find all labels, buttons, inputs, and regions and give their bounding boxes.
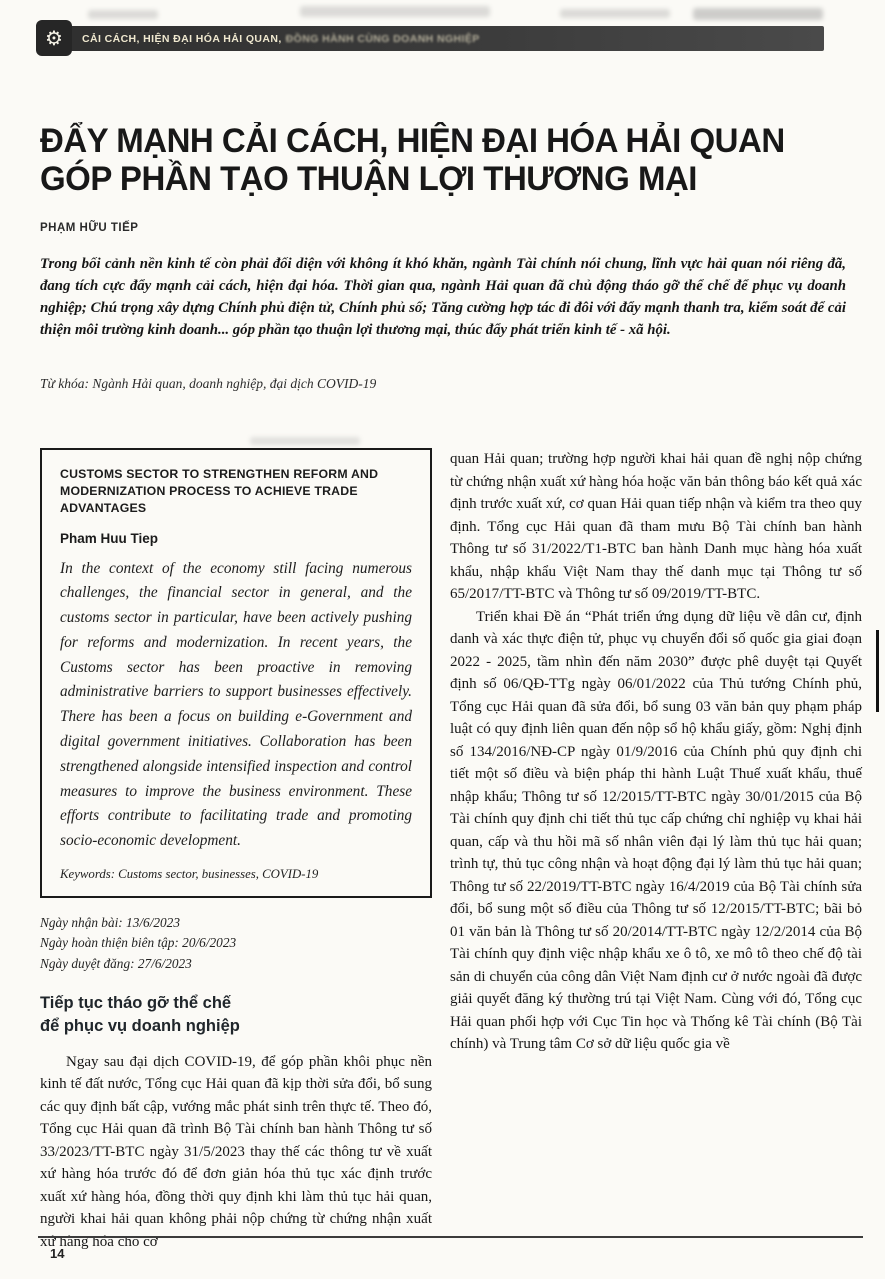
section-heading (40, 992, 432, 1038)
content-columns (40, 448, 862, 1253)
header-title-blurred: ĐỒNG HÀNH CÙNG DOANH NGHIỆP (285, 32, 480, 45)
author-name: PHẠM HỮU TIẾP (40, 222, 139, 234)
english-author: Pham Huu Tiep (60, 530, 159, 546)
date-revised: Ngày hoàn thiện biên tập: 20/6/2023 (40, 935, 237, 951)
section-heading-line2: để phục vụ doanh nghiệp (40, 1016, 240, 1035)
english-keywords: Keywords: Customs sector, businesses, COVID-19 (60, 866, 319, 881)
gear-icon: ⚙ (36, 20, 72, 56)
date-accepted: Ngày duyệt đăng: 27/6/2023 (40, 956, 192, 972)
scan-artifact (250, 437, 360, 445)
english-abstract: In the context of the economy still facing numerous challenges, the financial sector in general, and the customs sector in particular, have been actively pushing for reforms and modernization. In recent years, the Customs sector has been proactive in removing administrative barriers to support businesses effectively. There has been a focus on building e-Government and digital government initiatives. Collaboration has been strengthened alongside intensified inspection and control measures to improve the business environment. These efforts contribute to facilitating trade and promoting socio-economic development. (60, 559, 412, 850)
body-paragraph-left: Ngay sau đại dịch COVID-19, để góp phần khôi phục nền kinh tế đất nước, Tổng cục Hải quan đã kịp thời sửa đổi, bổ sung các quy định bất cập, vướng mắc phát sinh trên thực tế. Theo đó, Tổng cục Hải quan đã trình Bộ Tài chính ban hành Thông tư số 33/2023/TT-BTC ngày 31/5/2023 thay thế các thông tư về xuất xứ hàng hóa trước đó để đơn giản hóa thủ tục xác định trước xuất xứ hàng hóa, đồng thời quy định khi làm thủ tục hải quan, người khai hải quan không phải nộp chứng từ chứng nhận xuất xứ hàng hóa cho cơ (40, 1053, 432, 1250)
scan-artifact (693, 8, 823, 20)
scan-artifact (560, 9, 670, 18)
date-received: Ngày nhận bài: 13/6/2023 (40, 914, 180, 930)
footer-rule (38, 1236, 863, 1238)
right-column (450, 448, 862, 1253)
section-heading-line1: Tiếp tục tháo gỡ thể chế (40, 993, 232, 1012)
abstract-paragraph: Trong bối cảnh nền kinh tế còn phải đối diện với không ít khó khăn, ngành Tài chính nói chung, lĩnh vực hải quan nói riêng đã, đang tích cực đẩy mạnh cải cách, hiện đại hóa. Thời gian qua, ngành Hải quan đã chủ động tháo gỡ thể chế để phục vụ doanh nghiệp; Chú trọng xây dựng Chính phủ điện tử, Chính phủ số; Tăng cường hợp tác đi đôi với đẩy mạnh thanh tra, kiểm soát để cải thiện môi trường kinh doanh... góp phần tạo thuận lợi thương mại, thúc đẩy phát triển kinh tế - xã hội. (40, 256, 846, 338)
header-title (82, 33, 480, 45)
article-title-line2: GÓP PHẦN TẠO THUẬN LỢI THƯƠNG MẠI (40, 160, 697, 199)
page-number: 14 (50, 1246, 65, 1261)
body-paragraph-right-1: quan Hải quan; trường hợp người khai hải quan đề nghị nộp chứng từ chứng nhận xuất xứ hàng hóa hoặc văn bản thông báo kết quả xác định trước xuất xứ, cơ quan Hải quan tiếp nhận và kiểm tra theo quy định. Tổng cục Hải quan đã tham mưu Bộ Tài chính ban hành Thông tư số 31/2022/T1-BTC ban hành Danh mục hàng hóa xuất khẩu, nhập khẩu Việt Nam thay thế danh mục tại Thông tư số 65/2017/TT-BTC và Thông tư số 09/2019/TT-BTC. (450, 451, 862, 602)
article-title-line1: ĐẨY MẠNH CẢI CÁCH, HIỆN ĐẠI HÓA HẢI QUAN (40, 122, 785, 160)
keywords-line: Từ khóa: Ngành Hải quan, doanh nghiệp, đại dịch COVID-19 (40, 376, 377, 391)
scan-edge-line (876, 630, 879, 712)
scan-artifact (300, 6, 490, 17)
article-title (40, 122, 816, 199)
english-title: CUSTOMS SECTOR TO STRENGTHEN REFORM AND MODERNIZATION PROCESS TO ACHIEVE TRADE ADVANTAGES (60, 467, 379, 516)
scan-artifact (88, 10, 158, 19)
english-abstract-box (40, 448, 432, 898)
left-column (40, 448, 432, 1253)
manuscript-dates (40, 913, 432, 975)
header-bar (38, 26, 824, 51)
body-paragraph-right-2: Triển khai Đề án “Phát triển ứng dụng dữ liệu về dân cư, định danh và xác thực điện tử, phục vụ chuyển đổi số quốc gia giai đoạn 2022 - 2025, tầm nhìn đến năm 2030” được phê duyệt tại Quyết định số 06/QĐ-TTg ngày 06/01/2022 của Thủ tướng Chính phủ, Tổng cục Hải quan đã sửa đổi, bổ sung 03 văn bản quy phạm pháp luật có quy định liên quan đến nộp sổ hộ khẩu giấy, gồm: Nghị định số 134/2016/NĐ-CP ngày 01/9/2016 của Chính phủ quy định chi tiết một số điều và biện pháp thi hành Luật Thuế xuất khẩu, thuế nhập khẩu; Thông tư số 12/2015/TT-BTC ngày 30/01/2015 của Bộ Tài chính quy định chi tiết thủ tục cấp chứng chỉ nghiệp vụ khai hải quan, cấp và thu hồi mã số nhân viên đại lý làm thủ tục hải quan; trình tự, thủ tục công nhận và hoạt động đại lý làm thủ tục hải quan; Thông tư số 22/2019/TT-BTC ngày 16/4/2019 của Bộ Tài chính sửa đổi, bổ sung một số điều của Thông tư số 12/2015/TT-BTC; bãi bỏ 01 văn bản là Thông tư số 20/2014/TT-BTC ngày 12/2/2014 của Bộ Tài chính quy định việc nhập khẩu xe ô tô, xe mô tô theo chế độ tài sản di chuyển của công dân Việt Nam định cư ở nước ngoài đã được giải quyết đăng ký thường trú tại Việt Nam. Cùng với đó, Tổng cục Hải quan phối hợp với Cục Tin học và Thống kê Tài chính (Bộ Tài chính) và Trung tâm Cơ sở dữ liệu quốc gia về (450, 608, 862, 1052)
header-title-clear: CẢI CÁCH, HIỆN ĐẠI HÓA HẢI QUAN, (82, 32, 282, 45)
